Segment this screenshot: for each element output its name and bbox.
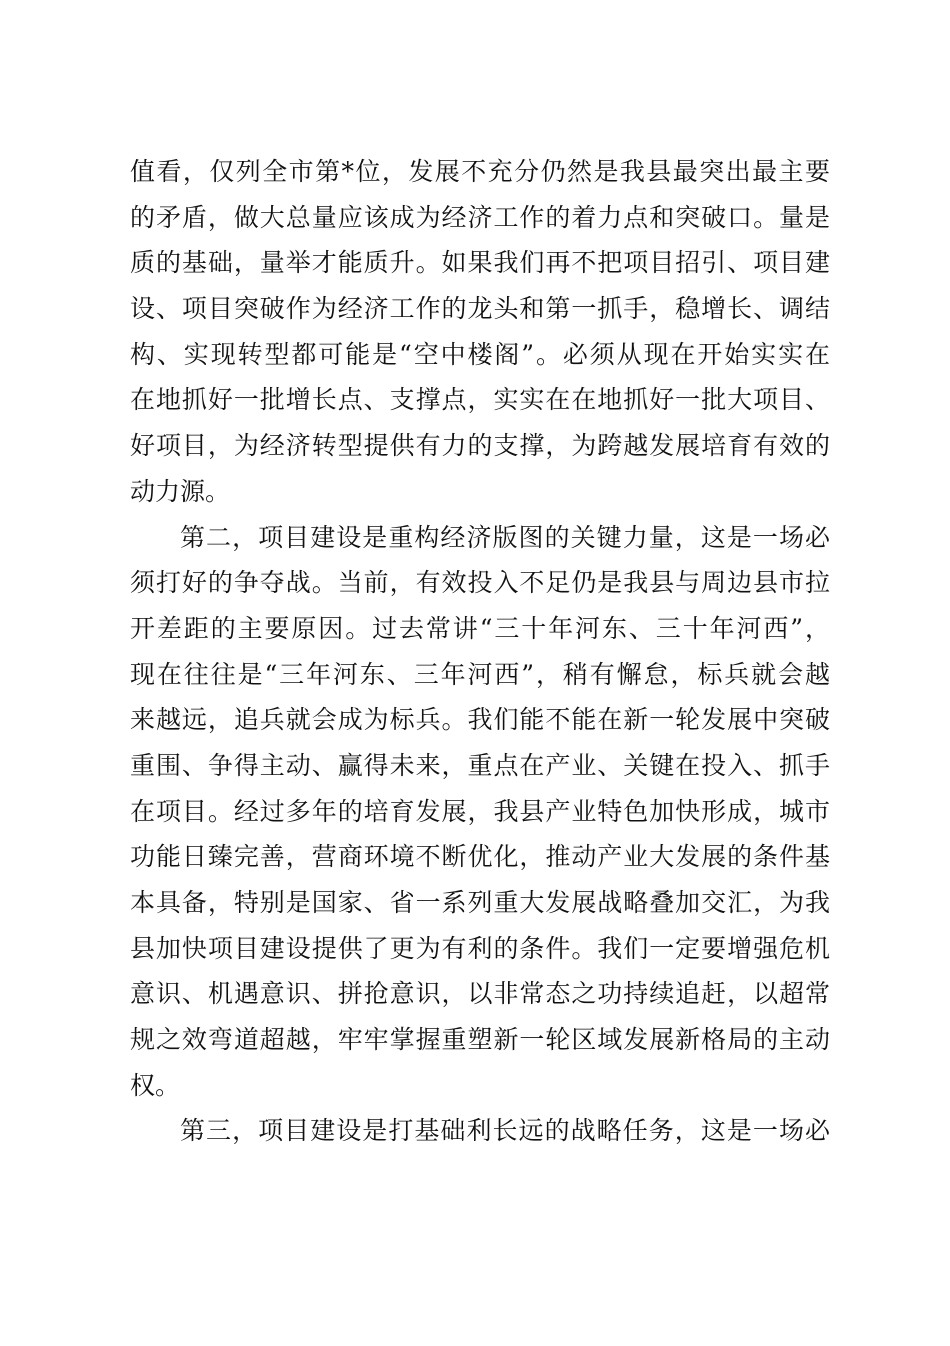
paragraph-1 — [130, 149, 830, 515]
text-line: 的矛盾，做大总量应该成为经济工作的着力点和突破口。量是 — [130, 202, 830, 232]
text-line: 值看，仅列全市第*位，发展不充分仍然是我县最突出最主要 — [130, 157, 830, 186]
text-line: 须打好的争夺战。当前，有效投入不足仍是我县与周边县市拉 — [130, 568, 830, 598]
document-body — [130, 149, 830, 1154]
text-line: 意识、机遇意识、拼抢意识，以非常态之功持续追赶，以超常 — [130, 979, 830, 1009]
text-line: 现在往往是“三年河东、三年河西”，稍有懈怠，标兵就会越 — [130, 659, 830, 689]
text-line: 第二，项目建设是重构经济版图的关键力量，这是一场必 — [180, 522, 830, 552]
text-line: 质的基础，量举才能质升。如果我们再不把项目招引、项目建 — [130, 248, 830, 278]
text-line: 开差距的主要原因。过去常讲“三十年河东、三十年河西”， — [130, 613, 830, 643]
text-line: 在地抓好一批增长点、支撑点，实实在在地抓好一批大项目、 — [130, 385, 830, 415]
text-line: 动力源。 — [130, 476, 231, 506]
text-line: 本具备，特别是国家、省一系列重大发展战略叠加交汇，为我 — [130, 888, 830, 917]
text-line: 第三，项目建设是打基础利长远的战略任务，这是一场必 — [180, 1116, 830, 1146]
text-line: 权。 — [130, 1070, 181, 1100]
paragraph-2 — [130, 515, 830, 1109]
text-line: 功能日臻完善，营商环境不断优化，推动产业大发展的条件基 — [130, 842, 830, 872]
text-line: 重围、争得主动、赢得未来，重点在产业、关键在投入、抓手 — [130, 750, 830, 780]
text-line: 构、实现转型都可能是“空中楼阁”。必须从现在开始实实在 — [130, 339, 830, 369]
text-line: 在项目。经过多年的培育发展，我县产业特色加快形成，城市 — [130, 796, 830, 826]
text-line: 规之效弯道超越，牢牢掌握重塑新一轮区域发展新格局的主动 — [130, 1025, 830, 1055]
paragraph-3 — [130, 1108, 830, 1154]
text-line: 设、项目突破作为经济工作的龙头和第一抓手，稳增长、调结 — [130, 294, 830, 324]
text-line: 来越远，追兵就会成为标兵。我们能不能在新一轮发展中突破 — [130, 705, 830, 735]
text-line: 县加快项目建设提供了更为有利的条件。我们一定要增强危机 — [130, 933, 830, 963]
text-line: 好项目，为经济转型提供有力的支撑，为跨越发展培育有效的 — [130, 431, 830, 461]
